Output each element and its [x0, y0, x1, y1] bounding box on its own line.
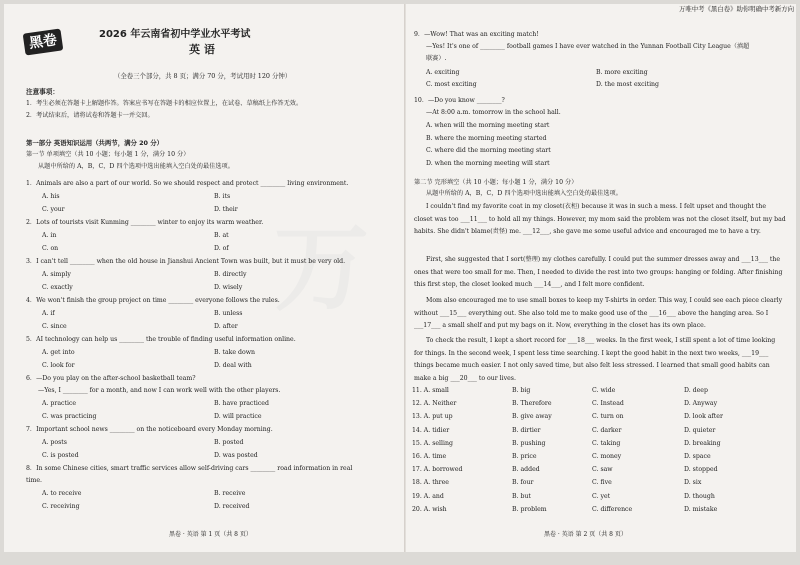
- cloze-option: B. give away: [512, 413, 552, 421]
- cloze-option: C. difference: [592, 505, 633, 513]
- cloze-option: C. wide: [592, 387, 616, 394]
- question-stem: 5．AI technology can help us ________ the trouble of finding useful information online.: [26, 336, 296, 343]
- option: C. look for: [42, 361, 75, 369]
- cloze-option: B. big: [512, 387, 531, 394]
- cloze-option: C. darker: [592, 426, 622, 434]
- question-stem: —Yes! It's one of ________ football games I have ever watched in the Yunnan Football City League（滇超: [426, 43, 750, 50]
- question-stem: 10．—Do you know ________?: [414, 97, 505, 104]
- option: D. deal with: [214, 361, 252, 369]
- option: C. exactly: [42, 283, 73, 291]
- cloze-option: B. dirtier: [512, 426, 541, 434]
- sec1-instruction: 从题中所给的 A，B，C，D 四个选项中选出能填入空白处的最佳选项。: [38, 163, 234, 170]
- option: B. have practiced: [214, 400, 269, 407]
- cloze-option: B. price: [512, 453, 537, 460]
- exam-subject: 英 语: [189, 43, 215, 56]
- left-page: [4, 4, 404, 552]
- question-stem: 2．Lots of tourists visit Kunming ________ winter to enjoy its warm weather.: [26, 219, 264, 226]
- question-stem: 7．Important school news ________ on the noticeboard every Monday morning.: [26, 426, 273, 433]
- option: D. when the morning meeting will start: [426, 159, 550, 167]
- cloze-option: D. quieter: [684, 426, 716, 434]
- cloze-option: D. though: [684, 492, 715, 500]
- right-page: [406, 4, 796, 552]
- option: B. its: [214, 193, 231, 200]
- option: D. the most exciting: [596, 81, 660, 88]
- cloze-option: 17. A. borrowed: [412, 466, 463, 474]
- passage-paragraph: To check the result, I kept a short record for ___18___ weeks. In the first week, I still spent a lot of time looking for things. In the second week, I spent less time searching. I kept the good habit in the next two weeks, ___19___ things became much easier. I not only saved time, but also felt less stressed. I learned that small good habits can make a big ___20___ to our lives.: [414, 337, 776, 382]
- header-brand: 万唯中考《黑白卷》助你明确中考新方向: [678, 5, 794, 13]
- passage-paragraph: Mom also encouraged me to use small boxes to keep my T-shirts in order. This way, I could see each piece clearly without ___15___ everything out. She also told me to make good use of the ___16___ above the hanging area. So I ___17___ a small shelf and put my bags on it. Now, everything in the closet has its own place.: [414, 297, 783, 330]
- option: C. was practicing: [42, 412, 97, 420]
- note-2: 2．考试结束后，请将试卷和答题卡一并交回。: [26, 112, 154, 119]
- sec1-title: 第一节 单项填空（共 10 小题；每小题 1 分，满分 10 分）: [26, 151, 190, 158]
- cloze-option: B. pushing: [512, 439, 546, 447]
- option: A. in: [42, 232, 57, 239]
- cloze-option: D. space: [684, 453, 711, 460]
- option: B. unless: [214, 310, 243, 317]
- cloze-option: 16. A. time: [412, 453, 447, 460]
- notes-title: 注意事项：: [26, 88, 59, 96]
- cloze-option: C. taking: [592, 439, 621, 447]
- question-stem: —At 8:00 a.m. tomorrow in the school hall.: [426, 109, 561, 116]
- option: A. if: [42, 310, 55, 317]
- question-stem: 6．—Do you play on the after-school basketball team?: [26, 375, 196, 382]
- passage-paragraph: First, she suggested that I sort(整理) my clothes carefully. I could put the summer dresses away and ___13___ the ones that were too small for me. Then, I needed to divide the rest into two groups: hanging or folding. After finishing this first step, the closet looked much ___14___, and I felt more confident.: [414, 256, 783, 289]
- option: B. where the morning meeting started: [426, 134, 547, 142]
- option: D. of: [214, 244, 229, 252]
- option: C. on: [42, 244, 59, 252]
- cloze-option: B. Therefore: [512, 400, 552, 408]
- question-stem: —Yes, I ________ for a month, and now I can work well with the other players.: [38, 387, 281, 394]
- option: A. simply: [42, 271, 71, 278]
- option: A. to receive: [42, 490, 82, 497]
- cloze-option: C. Instead: [592, 400, 624, 408]
- option: C. where did the morning meeting start: [426, 147, 551, 155]
- option: A. get into: [42, 349, 75, 356]
- exam-sheet: [4, 4, 796, 552]
- question-stem: time.: [26, 477, 42, 484]
- cloze-option: C. five: [592, 479, 612, 487]
- cloze-option: C. saw: [592, 466, 613, 474]
- note-1: 1．考生必须在答题卡上解题作答。答案应书写在答题卡的相应位置上，在试卷、草稿纸上作答无效。: [26, 100, 303, 107]
- option: B. at: [214, 232, 229, 239]
- cloze-option: D. six: [684, 479, 702, 487]
- cloze-option: C. turn on: [592, 413, 624, 421]
- option: C. receiving: [42, 502, 80, 510]
- option: C. since: [42, 322, 67, 330]
- cloze-option: 20. A. wish: [412, 505, 447, 513]
- cloze-option: D. deep: [684, 387, 708, 394]
- cloze-option: C. yet: [592, 492, 611, 500]
- option: D. was posted: [214, 451, 258, 459]
- cloze-option: 13. A. put up: [412, 413, 453, 421]
- cloze-option: 18. A. three: [412, 479, 449, 487]
- cloze-option: 11. A. small: [412, 387, 449, 394]
- cloze-option: D. stopped: [684, 466, 718, 474]
- option: D. wisely: [214, 283, 243, 291]
- option: A. his: [42, 193, 60, 200]
- black-paper-stamp: 黑卷: [23, 28, 64, 55]
- option: B. receive: [214, 490, 246, 497]
- cloze-option: B. but: [512, 492, 531, 500]
- cloze-option: C. money: [592, 453, 622, 460]
- right-footer: 黑卷 · 英语 第 2 页（共 8 页）: [544, 531, 627, 538]
- option: C. your: [42, 205, 65, 213]
- option: D. will practice: [214, 412, 262, 420]
- part1-title: 第一部分 英语知识运用（共两节，满分 20 分）: [26, 139, 163, 147]
- sec2-title: 第二节 完形填空（共 10 小题；每小题 1 分，满分 10 分）: [414, 179, 578, 186]
- option: B. directly: [214, 271, 247, 278]
- cloze-option: D. mistake: [684, 505, 718, 513]
- cloze-option: 15. A. selling: [412, 439, 453, 447]
- option: D. after: [214, 322, 238, 330]
- option: C. most exciting: [426, 81, 477, 88]
- option: B. posted: [214, 439, 244, 446]
- option: A. exciting: [426, 69, 460, 76]
- question-stem: 1．Animals are also a part of our world. So we should respect and protect ________ living environment.: [26, 180, 349, 187]
- question-stem: 9．—Wow! That was an exciting match!: [414, 31, 539, 38]
- watermark: 万: [274, 214, 370, 324]
- question-stem: 3．I can't tell ________ when the old house in Jianshui Ancient Town was built, but it must be very old.: [26, 258, 346, 265]
- sec2-instruction: 从题中所给的 A，B，C，D 四个选项中选出能填入空白处的最佳选项。: [426, 190, 622, 197]
- cloze-option: 12. A. Neither: [412, 400, 457, 408]
- cloze-option: 19. A. and: [412, 492, 444, 500]
- exam-info: （全卷三个部分，共 8 页；满分 70 分，考试用时 120 分钟）: [114, 72, 292, 80]
- question-stem: 联赛）.: [426, 55, 447, 62]
- exam-title: 2026 年云南省初中学业水平考试: [99, 29, 251, 40]
- option: A. posts: [42, 439, 67, 446]
- cloze-option: D. look after: [684, 413, 723, 421]
- cloze-option: 14. A. tidier: [412, 426, 450, 434]
- question-stem: 4．We won't finish the group project on time ________ everyone follows the rules.: [26, 297, 280, 304]
- option: D. their: [214, 205, 238, 213]
- cloze-option: B. four: [512, 479, 534, 487]
- option: B. take down: [214, 349, 256, 356]
- question-stem: 8．In some Chinese cities, smart traffic services allow self-driving cars ________ road information in real: [26, 465, 353, 472]
- option: C. is posted: [42, 451, 79, 459]
- passage-paragraph: I couldn't find my favorite coat in my closet(衣柜) because it was in such a mess. I felt upset and thought the closet was too ___11___ to hold all my things. However, my mom said the problem was not the closet itself, but my bad habits. She didn't blame(责怪) me. ___12___, she gave me some useful advice and encouraged me to have a try.: [414, 203, 786, 236]
- option: D. received: [214, 502, 250, 510]
- option: A. practice: [42, 400, 77, 407]
- option: A. when will the morning meeting start: [426, 122, 550, 129]
- cloze-option: D. breaking: [684, 439, 721, 447]
- option: B. more exciting: [596, 69, 648, 76]
- cloze-option: B. added: [512, 466, 540, 474]
- cloze-option: D. Anyway: [684, 400, 718, 408]
- left-footer: 黑卷 · 英语 第 1 页（共 8 页）: [169, 531, 252, 538]
- cloze-option: B. problem: [512, 505, 547, 513]
